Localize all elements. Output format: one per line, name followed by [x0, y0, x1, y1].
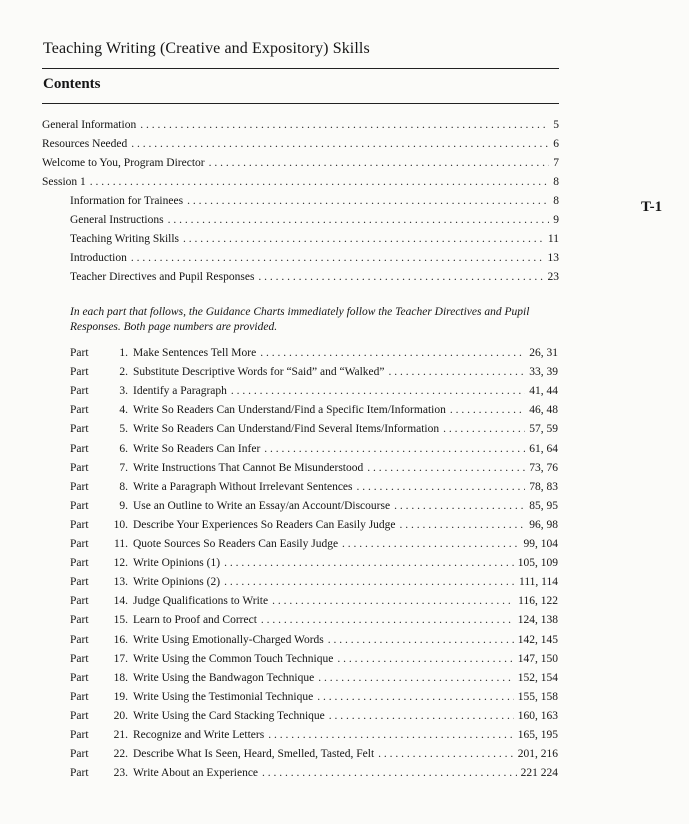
part-number: 22. [113, 748, 128, 761]
toc-entry-label: Resources Needed [42, 138, 128, 150]
part-number: 21. [113, 729, 128, 741]
part-label [70, 612, 257, 628]
part-number: 11. [114, 538, 128, 550]
part-label [70, 593, 268, 609]
part-entry [70, 536, 558, 552]
session-item [70, 212, 559, 228]
page-number: 142, 145 [517, 633, 558, 646]
page-number: 33, 39 [529, 366, 558, 379]
page-number: 61, 64 [529, 442, 558, 455]
dot-leader [140, 117, 549, 133]
part-number: 13. [113, 576, 128, 589]
side-label: T-1 [641, 199, 663, 215]
dot-leader [272, 593, 514, 609]
toc-entry [42, 174, 559, 190]
page-number: 124, 138 [517, 614, 558, 627]
part-title: Write Using the Common Touch Technique [133, 652, 334, 665]
dot-leader [183, 231, 544, 247]
dot-leader [400, 517, 526, 533]
part-number: 3. [119, 385, 128, 398]
dot-leader [318, 670, 514, 686]
page-number: 96, 98 [529, 518, 558, 531]
dot-leader [378, 746, 514, 762]
part-number: 1. [119, 347, 128, 359]
part-label [70, 651, 333, 667]
dot-leader [131, 250, 544, 266]
dot-leader [268, 727, 514, 743]
part-label [70, 632, 324, 648]
part-title: Write Opinions (1) [133, 557, 221, 570]
dot-leader [224, 555, 514, 571]
part-word: Part [70, 767, 89, 780]
part-word: Part [70, 499, 89, 512]
part-title: Make Sentences Tell More [133, 347, 257, 359]
part-number: 16. [113, 633, 128, 646]
part-label [70, 345, 256, 361]
part-entry [70, 441, 558, 457]
part-word: Part [70, 385, 89, 398]
part-number: 14. [113, 595, 128, 608]
part-title: Write a Paragraph Without Irrelevant Sentences [133, 480, 353, 493]
part-word: Part [70, 748, 89, 761]
dot-leader [224, 574, 515, 590]
part-entry [70, 593, 558, 609]
part-title: Write Instructions That Cannot Be Misunderstood [133, 461, 364, 474]
part-entry [70, 402, 558, 418]
session-item-label: Introduction [70, 252, 127, 264]
page-number: 147, 150 [517, 652, 558, 665]
part-word: Part [70, 671, 89, 684]
part-label [70, 765, 258, 781]
part-word: Part [70, 480, 89, 493]
dot-leader [131, 136, 549, 152]
part-label [70, 574, 220, 590]
contents-rule [42, 103, 559, 104]
part-entry [70, 345, 558, 361]
page-number: 201, 216 [517, 748, 558, 761]
part-number: 8. [119, 480, 128, 493]
toc-entry-label: Welcome to You, Program Director [42, 157, 205, 169]
session-item [70, 193, 559, 209]
session-item-label: Teaching Writing Skills [70, 233, 180, 245]
part-title: Describe Your Experiences So Readers Can Easily Judge [133, 518, 396, 531]
dot-leader [231, 383, 525, 399]
page-number: 105, 109 [517, 557, 558, 570]
page-number: 116, 122 [518, 595, 558, 608]
page-number: 85, 95 [529, 499, 558, 512]
part-title: Write Using Emotionally-Charged Words [133, 633, 324, 646]
part-title: Write About an Experience [133, 767, 259, 780]
part-word: Part [70, 442, 89, 455]
part-label [70, 670, 314, 686]
session-item-label: Teacher Directives and Pupil Responses [70, 271, 255, 283]
part-entry [70, 632, 558, 648]
part-title: Substitute Descriptive Words for “Said” and “Walked” [133, 366, 385, 379]
document-title: Teaching Writing (Creative and Expository) Skills [43, 40, 370, 57]
part-title: Write Opinions (2) [133, 576, 221, 589]
page-number: 155, 158 [517, 690, 558, 703]
page-number: 41, 44 [529, 385, 558, 398]
dot-leader [261, 612, 514, 628]
part-title: Use an Outline to Write an Essay/an Account/Discourse [133, 499, 391, 512]
part-number: 4. [119, 404, 128, 417]
toc-entry [42, 117, 559, 133]
page-number: 46, 48 [529, 404, 558, 417]
part-entry [70, 574, 558, 590]
dot-leader [209, 155, 550, 171]
part-label [70, 689, 313, 705]
page-number: 7 [553, 157, 559, 169]
part-entry [70, 727, 558, 743]
page-number: 6 [553, 138, 559, 150]
part-word: Part [70, 557, 89, 570]
part-entry [70, 612, 558, 628]
toc-entry-label: Session 1 [42, 176, 86, 188]
page-number: 99, 104 [523, 538, 558, 550]
part-word: Part [70, 423, 89, 436]
part-word: Part [70, 576, 89, 589]
part-label [70, 479, 353, 495]
part-title: Recognize and Write Letters [133, 729, 265, 741]
part-title: Describe What Is Seen, Heard, Smelled, Tasted, Felt [133, 748, 375, 761]
part-entry [70, 746, 558, 762]
page-number: 9 [553, 214, 559, 226]
part-entry [70, 765, 558, 781]
part-entry [70, 555, 558, 571]
part-label [70, 383, 227, 399]
dot-leader [328, 632, 514, 648]
part-entry [70, 498, 558, 514]
dot-leader [90, 174, 549, 190]
page-number: 73, 76 [529, 461, 558, 474]
dot-leader [317, 689, 514, 705]
part-word: Part [70, 518, 89, 531]
part-number: 2. [119, 366, 128, 379]
dot-leader [262, 765, 517, 781]
part-title: Write Using the Bandwagon Technique [133, 671, 315, 684]
toc-entry [42, 155, 559, 171]
page-number: 160, 163 [517, 709, 558, 722]
session-item [70, 269, 559, 285]
page-number: 8 [553, 176, 559, 188]
part-number: 19. [113, 690, 128, 703]
part-word: Part [70, 538, 89, 550]
dot-leader [367, 460, 525, 476]
part-word: Part [70, 366, 89, 379]
part-entry [70, 670, 558, 686]
part-label [70, 746, 374, 762]
parts-note: In each part that follows, the Guidance Charts immediately follow the Teacher Directives and Pupil Responses. Both page numbers are provided. [70, 306, 530, 333]
part-word: Part [70, 690, 89, 703]
page-number: 152, 154 [517, 671, 558, 684]
dot-leader [357, 479, 526, 495]
part-number: 10. [113, 518, 128, 531]
part-word: Part [70, 595, 89, 608]
page-number: 78, 83 [529, 480, 558, 493]
part-title: Quote Sources So Readers Can Easily Judge [133, 538, 339, 550]
part-number: 6. [119, 442, 128, 455]
page-number: 13 [547, 252, 559, 264]
session-item [70, 250, 559, 266]
dot-leader [337, 651, 513, 667]
part-word: Part [70, 347, 89, 359]
part-entry [70, 421, 558, 437]
part-word: Part [70, 614, 89, 627]
page-number: 221 224 [520, 767, 558, 780]
dot-leader [264, 441, 525, 457]
part-entry [70, 364, 558, 380]
dot-leader [168, 212, 550, 228]
part-title: Write So Readers Can Understand/Find a Specific Item/Information [133, 404, 446, 417]
dot-leader [394, 498, 525, 514]
part-entry [70, 479, 558, 495]
part-number: 9. [119, 499, 128, 512]
dot-leader [389, 364, 526, 380]
part-label [70, 441, 260, 457]
dot-leader [342, 536, 519, 552]
dot-leader [450, 402, 525, 418]
part-entry [70, 708, 558, 724]
part-title: Judge Qualifications to Write [133, 595, 269, 608]
part-number: 23. [113, 767, 128, 780]
part-word: Part [70, 709, 89, 722]
part-label [70, 498, 390, 514]
session-item-label: General Instructions [70, 214, 164, 226]
part-entry [70, 517, 558, 533]
contents-heading: Contents [43, 76, 101, 92]
part-title: Write So Readers Can Infer [133, 442, 261, 455]
part-entry [70, 383, 558, 399]
part-number: 7. [119, 461, 128, 474]
part-label [70, 460, 363, 476]
dot-leader [329, 708, 514, 724]
part-label [70, 421, 439, 437]
page-number: 8 [553, 195, 559, 207]
part-label [70, 555, 220, 571]
part-label [70, 517, 396, 533]
session-item-label: Information for Trainees [70, 195, 184, 207]
dot-leader [260, 345, 525, 361]
title-rule [42, 68, 559, 69]
part-title: Write Using the Card Stacking Technique [133, 709, 325, 722]
page-number: 11 [547, 233, 559, 245]
page-number: 111, 114 [519, 576, 558, 589]
part-label [70, 708, 325, 724]
part-title: Write Using the Testimonial Technique [133, 690, 314, 703]
page-number: 26, 31 [529, 347, 558, 359]
page-number: 5 [553, 119, 559, 131]
part-number: 17. [113, 652, 128, 665]
part-label [70, 727, 264, 743]
page-number: 57, 59 [529, 423, 558, 436]
part-number: 15. [113, 614, 128, 627]
part-label [70, 536, 338, 552]
part-word: Part [70, 633, 89, 646]
part-title: Learn to Proof and Correct [133, 614, 257, 627]
part-word: Part [70, 461, 89, 474]
part-number: 5. [119, 423, 128, 436]
part-title: Identify a Paragraph [133, 385, 227, 398]
dot-leader [258, 269, 543, 285]
part-entry [70, 689, 558, 705]
part-word: Part [70, 729, 89, 741]
part-label [70, 364, 385, 380]
dot-leader [187, 193, 549, 209]
part-label [70, 402, 446, 418]
page-number: 165, 195 [517, 729, 558, 741]
part-number: 18. [113, 671, 128, 684]
part-entry [70, 651, 558, 667]
session-item [70, 231, 559, 247]
part-entry [70, 460, 558, 476]
toc-entry-label: General Information [42, 119, 137, 131]
part-number: 20. [113, 709, 128, 722]
part-word: Part [70, 404, 89, 417]
page-number: 23 [547, 271, 559, 283]
toc-entry [42, 136, 559, 152]
part-word: Part [70, 652, 89, 665]
dot-leader [443, 421, 525, 437]
part-number: 12. [113, 557, 128, 570]
part-title: Write So Readers Can Understand/Find Several Items/Information [133, 423, 440, 436]
